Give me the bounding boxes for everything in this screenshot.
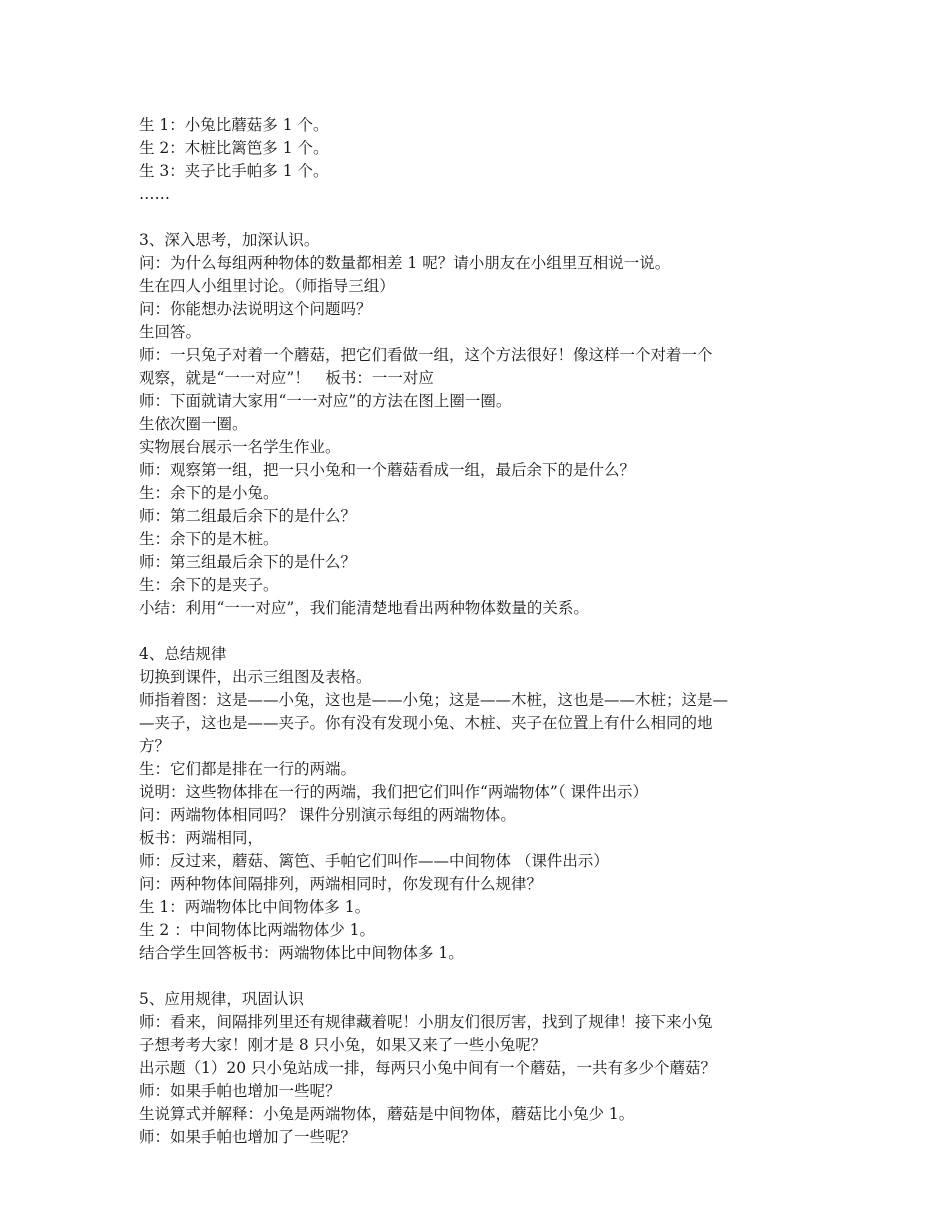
text-line: 生 2：木桩比篱笆多 1 个。 — [139, 139, 329, 157]
text-line: 问：为什么每组两种物体的数量都相差 1 呢？请小朋友在小组里互相说一说。 — [139, 254, 671, 272]
text-line: 师：反过来，蘑菇、篱笆、手帕它们叫作——中间物体 （课件出示） — [139, 852, 609, 870]
text-line: 师指着图：这是——小兔，这也是——小兔；这是——木桩，这也是——木桩；这是— — [139, 691, 729, 709]
text-line: 子想考考大家！刚才是 8 只小兔，如果又来了一些小兔呢？ — [139, 1036, 547, 1054]
text-line: 实物展台展示一名学生作业。 — [139, 438, 341, 456]
text-line: 生：余下的是木桩。 — [139, 530, 279, 548]
text-line: 出示题（1）20 只小兔站成一排，每两只小兔中间有一个蘑菇，一共有多少个蘑菇？ — [139, 1059, 717, 1077]
text-line: 生回答。 — [139, 323, 202, 341]
text-line: 生说算式并解释：小兔是两端物体，蘑菇是中间物体，蘑菇比小兔少 1。 — [139, 1105, 635, 1123]
text-line: 师：如果手帕也增加一些呢？ — [139, 1082, 341, 1100]
section-heading: 3、深入思考，加深认识。 — [139, 231, 320, 249]
text-line: 切换到课件，出示三组图及表格。 — [139, 668, 372, 686]
text-line: 生在四人小组里讨论。（师指导三组） — [139, 277, 395, 295]
text-line: 生：余下的是夹子。 — [139, 576, 279, 594]
text-line: 方？ — [139, 737, 171, 755]
text-line: 生 1：两端物体比中间物体多 1。 — [139, 898, 371, 916]
text-line: 板书：两端相同， — [139, 829, 264, 847]
text-line: 生依次圈一圈。 — [139, 415, 248, 433]
text-line: 小结：利用“一一对应”，我们能清楚地看出两种物体数量的关系。 — [139, 599, 589, 617]
text-line: 生 1：小兔比蘑菇多 1 个。 — [139, 116, 329, 134]
text-line: 问：两端物体相同吗？ 课件分别演示每组的两端物体。 — [139, 806, 516, 824]
text-line: 观察，就是“一一对应”！ 板书：一一对应 — [139, 369, 434, 387]
section-heading: 4、总结规律 — [139, 645, 227, 663]
text-line: 生 3：夹子比手帕多 1 个。 — [139, 162, 329, 180]
section-heading: 5、应用规律，巩固认识 — [139, 990, 304, 1008]
text-line: 生：余下的是小兔。 — [139, 484, 279, 502]
text-line: 结合学生回答板书：两端物体比中间物体多 1。 — [139, 944, 464, 962]
text-line: 问：你能想办法说明这个问题吗？ — [139, 300, 372, 318]
text-line: 师：第二组最后余下的是什么？ — [139, 507, 357, 525]
text-line: 师：如果手帕也增加了一些呢？ — [139, 1128, 357, 1146]
text-line: —夹子，这也是——夹子。你有没有发现小兔、木桩、夹子在位置上有什么相同的地 — [139, 714, 713, 732]
text-line: 师：观察第一组，把一只小兔和一个蘑菇看成一组，最后余下的是什么？ — [139, 461, 636, 479]
text-line: 生：它们都是排在一行的两端。 — [139, 760, 357, 778]
text-line: 师：下面就请大家用“一一对应”的方法在图上圈一圈。 — [139, 392, 512, 410]
text-line: 问：两种物体间隔排列，两端相同时，你发现有什么规律？ — [139, 875, 543, 893]
text-line: 师：看来，间隔排列里还有规律藏着呢！小朋友们很厉害，找到了规律！接下来小兔 — [139, 1013, 713, 1031]
text-line: 师：第三组最后余下的是什么？ — [139, 553, 357, 571]
ellipsis: …… — [139, 185, 170, 203]
text-line: 说明：这些物体排在一行的两端，我们把它们叫作“两端物体”（ 课件出示） — [139, 783, 649, 801]
text-line: 生 2 ：中间物体比两端物体少 1。 — [139, 921, 376, 939]
text-line: 师：一只兔子对着一个蘑菇，把它们看做一组，这个方法很好！像这样一个对着一个 — [139, 346, 713, 364]
